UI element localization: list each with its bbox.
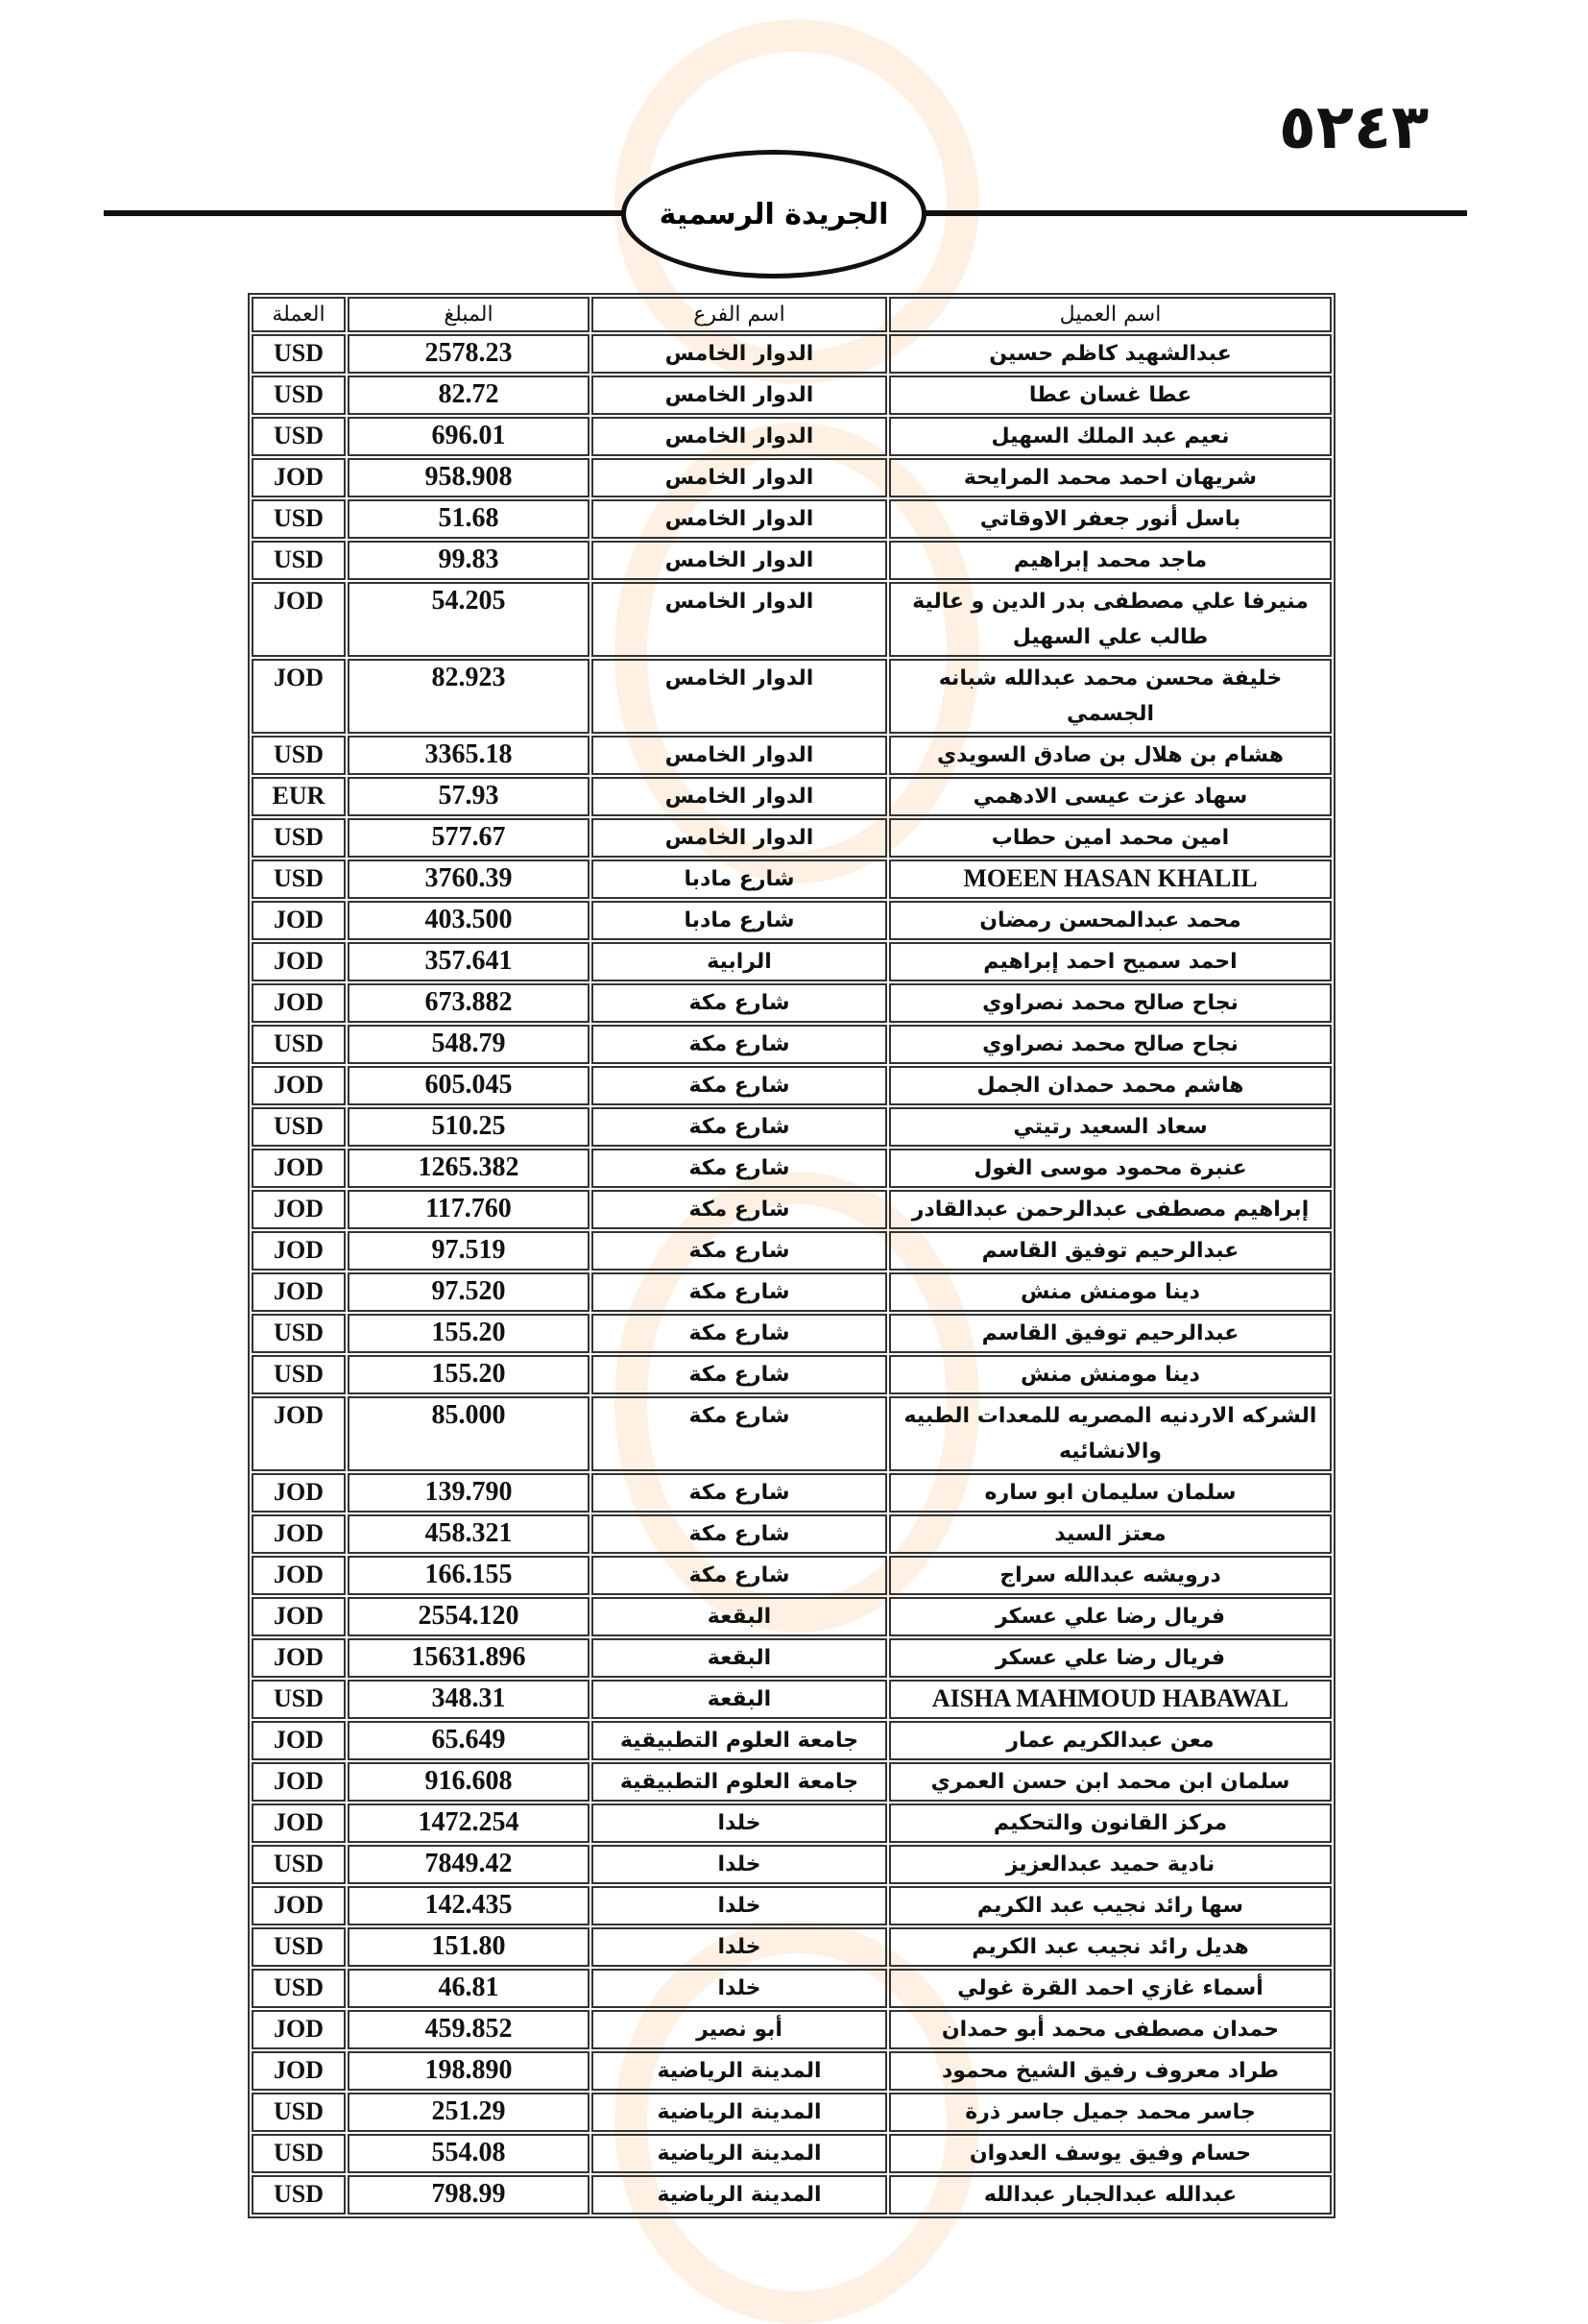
client-name-cell: خليفة محسن محمد عبدالله شبانه الجسمي [889, 659, 1332, 734]
currency-cell: JOD [252, 1762, 346, 1802]
branch-cell: البقعة [591, 1597, 887, 1636]
amount-cell: 97.519 [348, 1231, 589, 1271]
amount-cell: 15631.896 [348, 1638, 589, 1678]
table-row [252, 901, 1332, 940]
amount-cell: 2554.120 [348, 1597, 589, 1636]
branch-cell: شارع مكة [591, 1231, 887, 1271]
branch-cell: شارع مكة [591, 1514, 887, 1554]
client-name-cell: طراد معروف رفيق الشيخ محمود [889, 2051, 1332, 2091]
currency-cell: USD [252, 1927, 346, 1967]
table-row [252, 499, 1332, 539]
table-row [252, 1272, 1332, 1312]
currency-cell: EUR [252, 777, 346, 816]
amount-cell: 99.83 [348, 541, 589, 580]
branch-cell: شارع مكة [591, 1025, 887, 1064]
table-row [252, 2093, 1332, 2132]
table-row [252, 1066, 1332, 1105]
branch-cell: شارع مكة [591, 1355, 887, 1394]
client-name-cell: عبدالشهيد كاظم حسين [889, 334, 1332, 374]
branch-cell: خلدا [591, 1886, 887, 1925]
amount-cell: 673.882 [348, 983, 589, 1023]
amount-cell: 357.641 [348, 942, 589, 981]
branch-cell: البقعة [591, 1638, 887, 1678]
amount-cell: 166.155 [348, 1556, 589, 1595]
currency-cell: USD [252, 1969, 346, 2008]
amount-cell: 139.790 [348, 1473, 589, 1513]
amount-cell: 3365.18 [348, 736, 589, 775]
currency-cell: JOD [252, 659, 346, 734]
branch-cell: المدينة الرياضية [591, 2134, 887, 2173]
amount-cell: 46.81 [348, 1969, 589, 2008]
table-row [252, 1927, 1332, 1967]
table-row [252, 2051, 1332, 2091]
currency-cell: USD [252, 1314, 346, 1353]
table-row [252, 659, 1332, 734]
currency-cell: USD [252, 2093, 346, 2132]
table-row [252, 777, 1332, 816]
branch-cell: جامعة العلوم التطبيقية [591, 1721, 887, 1760]
currency-cell: USD [252, 417, 346, 456]
branch-cell: الدوار الخامس [591, 582, 887, 657]
client-name-cell: درويشه عبدالله سراج [889, 1556, 1332, 1595]
currency-cell: USD [252, 1680, 346, 1719]
table-row [252, 736, 1332, 775]
branch-cell: شارع مادبا [591, 859, 887, 899]
table-row [252, 1231, 1332, 1271]
table-row [252, 1762, 1332, 1802]
column-header-client-name: اسم العميل [889, 297, 1332, 332]
table-row [252, 582, 1332, 657]
client-name-cell: فريال رضا علي عسكر [889, 1638, 1332, 1678]
client-name-cell: حسام وفيق يوسف العدوان [889, 2134, 1332, 2173]
branch-cell: خلدا [591, 1804, 887, 1843]
client-name-cell: هشام بن هلال بن صادق السويدي [889, 736, 1332, 775]
currency-cell: USD [252, 859, 346, 899]
branch-cell: خلدا [591, 1969, 887, 2008]
table-row [252, 1845, 1332, 1884]
column-header-currency: العملة [252, 297, 346, 332]
client-name-cell: سعاد السعيد رتيتي [889, 1107, 1332, 1147]
table-row [252, 1804, 1332, 1843]
currency-cell: JOD [252, 1804, 346, 1843]
amount-cell: 65.649 [348, 1721, 589, 1760]
currency-cell: JOD [252, 901, 346, 940]
branch-cell: شارع مادبا [591, 901, 887, 940]
branch-cell: الدوار الخامس [591, 818, 887, 858]
branch-cell: الرابية [591, 942, 887, 981]
currency-cell: USD [252, 818, 346, 858]
amount-cell: 117.760 [348, 1190, 589, 1229]
table-row [252, 818, 1332, 858]
amount-cell: 916.608 [348, 1762, 589, 1802]
column-header-amount: المبلغ [348, 297, 589, 332]
amount-cell: 155.20 [348, 1314, 589, 1353]
currency-cell: JOD [252, 1721, 346, 1760]
amount-cell: 198.890 [348, 2051, 589, 2091]
table-row [252, 1107, 1332, 1147]
amount-cell: 548.79 [348, 1025, 589, 1064]
currency-cell: JOD [252, 1556, 346, 1595]
currency-cell: JOD [252, 1272, 346, 1312]
amount-cell: 459.852 [348, 2010, 589, 2049]
client-name-cell: عبدالرحيم توفيق القاسم [889, 1231, 1332, 1271]
branch-cell: الدوار الخامس [591, 736, 887, 775]
client-name-cell: فريال رضا علي عسكر [889, 1597, 1332, 1636]
branch-cell: الدوار الخامس [591, 499, 887, 539]
table-row [252, 1190, 1332, 1229]
table-row [252, 417, 1332, 456]
branch-cell: أبو نصير [591, 2010, 887, 2049]
amount-cell: 82.923 [348, 659, 589, 734]
table-row [252, 2175, 1332, 2215]
amount-cell: 54.205 [348, 582, 589, 657]
table-row [252, 859, 1332, 899]
amount-cell: 97.520 [348, 1272, 589, 1312]
client-name-cell: سها رائد نجيب عبد الكريم [889, 1886, 1332, 1925]
client-name-cell: نجاح صالح محمد نصراوي [889, 983, 1332, 1023]
table-row [252, 1396, 1332, 1471]
currency-cell: USD [252, 1107, 346, 1147]
client-name-cell: هاشم محمد حمدان الجمل [889, 1066, 1332, 1105]
table-row [252, 1025, 1332, 1064]
branch-cell: المدينة الرياضية [591, 2051, 887, 2091]
currency-cell: JOD [252, 2010, 346, 2049]
amount-cell: 605.045 [348, 1066, 589, 1105]
client-name-cell: MOEEN HASAN KHALIL [889, 859, 1332, 899]
amount-cell: 510.25 [348, 1107, 589, 1147]
branch-cell: شارع مكة [591, 1149, 887, 1188]
client-name-cell: منيرفا علي مصطفى بدر الدين و عالية طالب علي السهيل [889, 582, 1332, 657]
table-row [252, 375, 1332, 415]
amount-cell: 577.67 [348, 818, 589, 858]
amount-cell: 151.80 [348, 1927, 589, 1967]
branch-cell: شارع مكة [591, 1107, 887, 1147]
amount-cell: 51.68 [348, 499, 589, 539]
currency-cell: USD [252, 2175, 346, 2215]
column-header-branch: اسم الفرع [591, 297, 887, 332]
amount-cell: 251.29 [348, 2093, 589, 2132]
client-name-cell: نادية حميد عبدالعزيز [889, 1845, 1332, 1884]
amount-cell: 3760.39 [348, 859, 589, 899]
table-row [252, 1355, 1332, 1394]
currency-cell: USD [252, 736, 346, 775]
branch-cell: شارع مكة [591, 1314, 887, 1353]
currency-cell: USD [252, 1025, 346, 1064]
client-name-cell: عبدالله عبدالجبار عبدالله [889, 2175, 1332, 2215]
table-row [252, 1721, 1332, 1760]
branch-cell: شارع مكة [591, 1066, 887, 1105]
client-name-cell: جاسر محمد جميل جاسر ذرة [889, 2093, 1332, 2132]
branch-cell: شارع مكة [591, 1473, 887, 1513]
amount-cell: 155.20 [348, 1355, 589, 1394]
client-name-cell: عبدالرحيم توفيق القاسم [889, 1314, 1332, 1353]
currency-cell: JOD [252, 582, 346, 657]
branch-cell: شارع مكة [591, 1556, 887, 1595]
branch-cell: المدينة الرياضية [591, 2093, 887, 2132]
client-name-cell: امين محمد امين حطاب [889, 818, 1332, 858]
client-name-cell: دينا مومنش منش [889, 1355, 1332, 1394]
client-name-cell: AISHA MAHMOUD HABAWAL [889, 1680, 1332, 1719]
branch-cell: الدوار الخامس [591, 659, 887, 734]
page-number: ٥٢٤٣ [1278, 92, 1430, 163]
branch-cell: شارع مكة [591, 983, 887, 1023]
table-row [252, 541, 1332, 580]
currency-cell: JOD [252, 1231, 346, 1271]
client-name-cell: إبراهيم مصطفى عبدالرحمن عبدالقادر [889, 1190, 1332, 1229]
currency-cell: JOD [252, 983, 346, 1023]
currency-cell: JOD [252, 1597, 346, 1636]
client-name-cell: نعيم عبد الملك السهيل [889, 417, 1332, 456]
amount-cell: 82.72 [348, 375, 589, 415]
client-name-cell: شريهان احمد محمد المرايحة [889, 458, 1332, 497]
table-row [252, 1473, 1332, 1513]
amount-cell: 458.321 [348, 1514, 589, 1554]
client-name-cell: محمد عبدالمحسن رمضان [889, 901, 1332, 940]
table-row [252, 2134, 1332, 2173]
currency-cell: JOD [252, 1638, 346, 1678]
branch-cell: الدوار الخامس [591, 777, 887, 816]
table-row [252, 334, 1332, 374]
client-name-cell: احمد سميح احمد إبراهيم [889, 942, 1332, 981]
table-row [252, 2010, 1332, 2049]
table-row [252, 1514, 1332, 1554]
table-row [252, 1149, 1332, 1188]
amount-cell: 142.435 [348, 1886, 589, 1925]
branch-cell: شارع مكة [591, 1190, 887, 1229]
branch-cell: الدوار الخامس [591, 458, 887, 497]
amount-cell: 554.08 [348, 2134, 589, 2173]
client-name-cell: ماجد محمد إبراهيم [889, 541, 1332, 580]
amount-cell: 958.908 [348, 458, 589, 497]
table-row [252, 1680, 1332, 1719]
currency-cell: JOD [252, 1190, 346, 1229]
currency-cell: JOD [252, 1066, 346, 1105]
currency-cell: JOD [252, 2051, 346, 2091]
currency-cell: USD [252, 375, 346, 415]
table-row [252, 1638, 1332, 1678]
table-row [252, 1886, 1332, 1925]
client-name-cell: دينا مومنش منش [889, 1272, 1332, 1312]
amount-cell: 403.500 [348, 901, 589, 940]
client-name-cell: حمدان مصطفى محمد أبو حمدان [889, 2010, 1332, 2049]
client-name-cell: سلمان سليمان ابو ساره [889, 1473, 1332, 1513]
currency-cell: USD [252, 2134, 346, 2173]
accounts-table [248, 293, 1335, 2218]
branch-cell: المدينة الرياضية [591, 2175, 887, 2215]
table-row [252, 983, 1332, 1023]
branch-cell: الدوار الخامس [591, 334, 887, 374]
currency-cell: JOD [252, 458, 346, 497]
table-row [252, 1597, 1332, 1636]
client-name-cell: نجاح صالح محمد نصراوي [889, 1025, 1332, 1064]
currency-cell: USD [252, 541, 346, 580]
branch-cell: البقعة [591, 1680, 887, 1719]
client-name-cell: باسل أنور جعفر الاوقاتي [889, 499, 1332, 539]
amount-cell: 57.93 [348, 777, 589, 816]
table-row [252, 458, 1332, 497]
amount-cell: 348.31 [348, 1680, 589, 1719]
client-name-cell: سلمان ابن محمد ابن حسن العمري [889, 1762, 1332, 1802]
currency-cell: JOD [252, 1514, 346, 1554]
table-row [252, 1314, 1332, 1353]
branch-cell: الدوار الخامس [591, 541, 887, 580]
amount-cell: 798.99 [348, 2175, 589, 2215]
table-row [252, 1969, 1332, 2008]
branch-cell: شارع مكة [591, 1396, 887, 1471]
currency-cell: JOD [252, 1149, 346, 1188]
branch-cell: خلدا [591, 1845, 887, 1884]
client-name-cell: معتز السيد [889, 1514, 1332, 1554]
amount-cell: 2578.23 [348, 334, 589, 374]
gazette-title-oval [621, 150, 926, 278]
client-name-cell: عنبرة محمود موسى الغول [889, 1149, 1332, 1188]
amount-cell: 85.000 [348, 1396, 589, 1471]
branch-cell: شارع مكة [591, 1272, 887, 1312]
table-header-row [252, 297, 1332, 332]
amount-cell: 1265.382 [348, 1149, 589, 1188]
currency-cell: USD [252, 1845, 346, 1884]
currency-cell: USD [252, 1355, 346, 1394]
currency-cell: USD [252, 499, 346, 539]
amount-cell: 1472.254 [348, 1804, 589, 1843]
client-name-cell: معن عبدالكريم عمار [889, 1721, 1332, 1760]
amount-cell: 7849.42 [348, 1845, 589, 1884]
currency-cell: JOD [252, 1886, 346, 1925]
client-name-cell: الشركه الاردنيه المصريه للمعدات الطبيه والانشائيه [889, 1396, 1332, 1471]
currency-cell: USD [252, 334, 346, 374]
table-row [252, 942, 1332, 981]
gazette-title: الجريدة الرسمية [659, 197, 889, 231]
client-name-cell: أسماء غازي احمد القرة غولي [889, 1969, 1332, 2008]
table-body [252, 334, 1332, 2215]
currency-cell: JOD [252, 1396, 346, 1471]
amount-cell: 696.01 [348, 417, 589, 456]
currency-cell: JOD [252, 1473, 346, 1513]
client-name-cell: هديل رائد نجيب عبد الكريم [889, 1927, 1332, 1967]
client-name-cell: عطا غسان عطا [889, 375, 1332, 415]
branch-cell: جامعة العلوم التطبيقية [591, 1762, 887, 1802]
branch-cell: الدوار الخامس [591, 375, 887, 415]
currency-cell: JOD [252, 942, 346, 981]
client-name-cell: مركز القانون والتحكيم [889, 1804, 1332, 1843]
table-row [252, 1556, 1332, 1595]
branch-cell: خلدا [591, 1927, 887, 1967]
branch-cell: الدوار الخامس [591, 417, 887, 456]
client-name-cell: سهاد عزت عيسى الادهمي [889, 777, 1332, 816]
